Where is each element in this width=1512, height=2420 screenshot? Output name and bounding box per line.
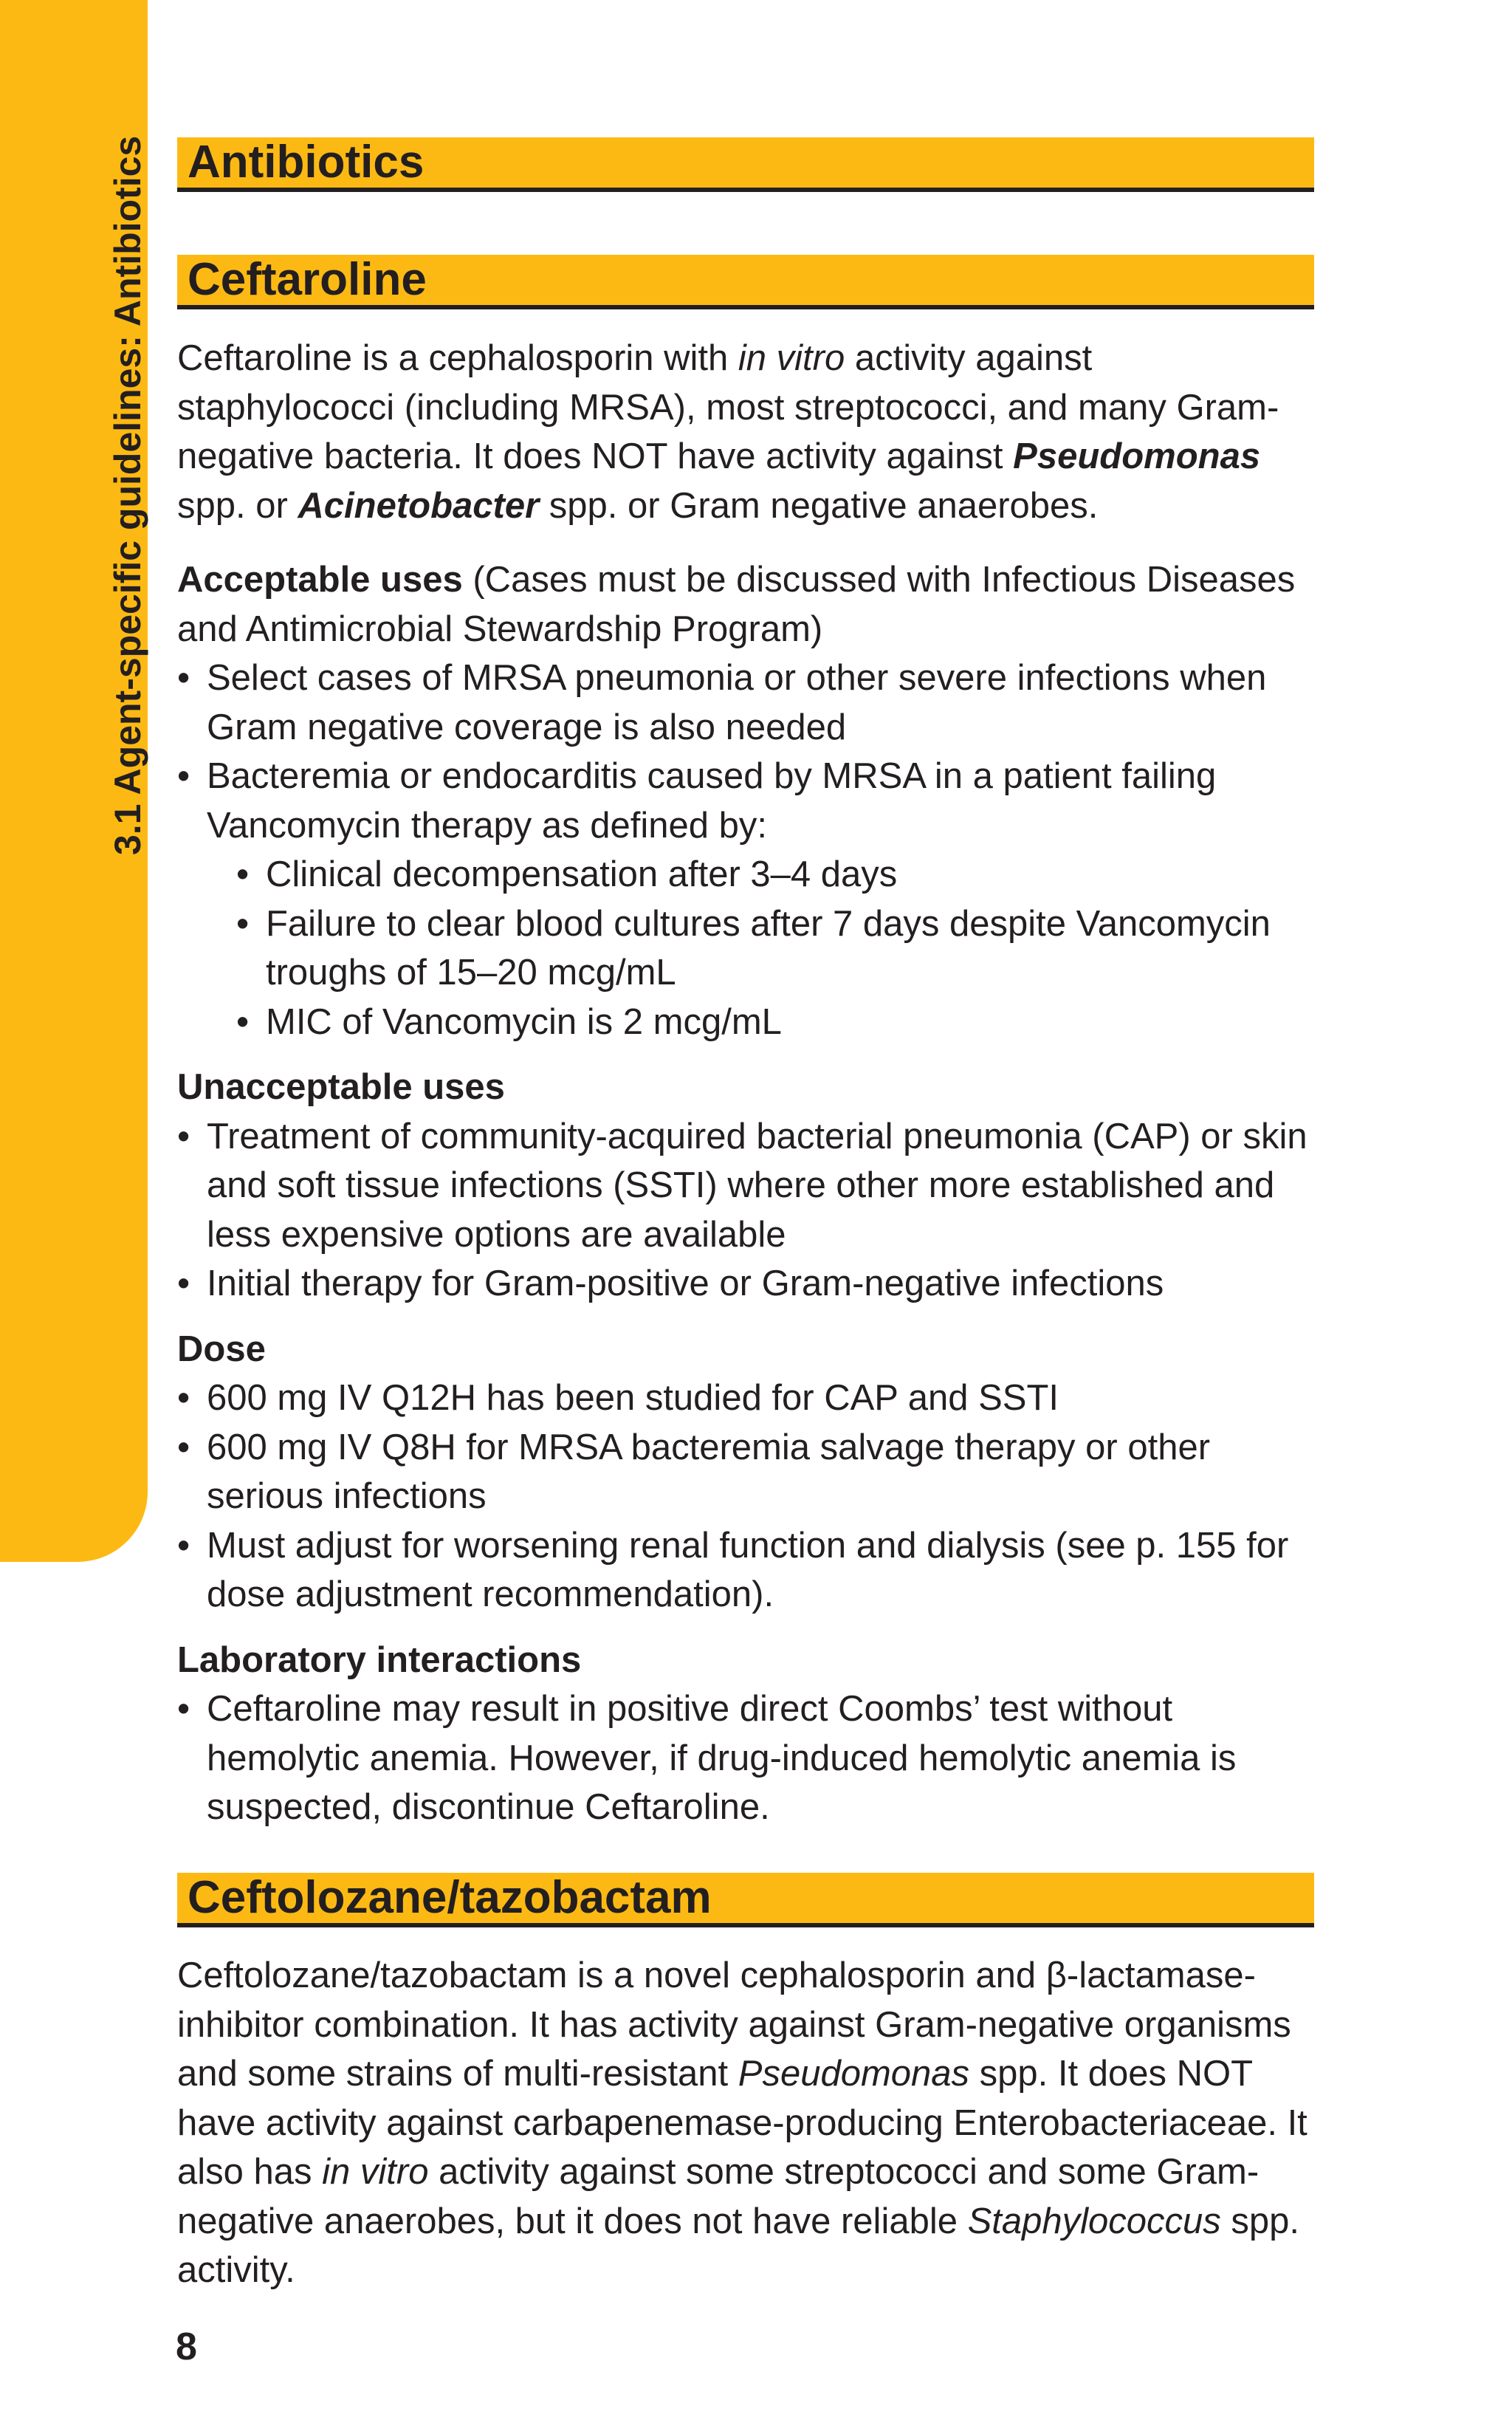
section-title-banner — [177, 137, 1314, 192]
lab-interactions-list — [177, 1684, 1318, 1832]
dose-heading: Dose — [177, 1329, 266, 1369]
ceftolozane-section — [177, 1951, 1318, 2295]
list-item: • Select cases of MRSA pneumonia or other severe infections when Gram negative coverage is also needed — [177, 654, 1318, 752]
list-item: • 600 mg IV Q8H for MRSA bacteremia salvage therapy or other serious infections — [177, 1423, 1318, 1521]
lab-interactions-heading: Laboratory interactions — [177, 1639, 582, 1680]
side-tab-label: 3.1 Agent-specific guidelines: Antibiotics — [107, 135, 148, 855]
list-item: • MIC of Vancomycin is 2 mcg/mL — [236, 998, 1318, 1047]
ceftolozane-title: Ceftolozane/tazobactam — [188, 1872, 712, 1923]
list-item: • Failure to clear blood cultures after 7 days despite Vancomycin troughs of 15–20 mcg/mL — [236, 899, 1318, 998]
list-item: • Clinical decompensation after 3–4 days — [236, 850, 1318, 899]
vancomycin-failure-criteria — [236, 850, 1318, 1046]
list-item: • 600 mg IV Q12H has been studied for CAP and SSTI — [177, 1374, 1318, 1423]
dose-list — [177, 1374, 1318, 1619]
section-title: Antibiotics — [188, 137, 425, 188]
list-item: • Must adjust for worsening renal function and dialysis (see p. 155 for dose adjustment recommendation). — [177, 1521, 1318, 1619]
ceftaroline-intro: Ceftaroline is a cephalosporin with in vitro activity against staphylococci (including MRSA), most streptococci, and many Gram-negative bacteria. It does NOT have activity against Pseudomonas spp. or Acinetobacter spp. or Gram negative anaerobes. — [177, 338, 1279, 526]
unacceptable-uses-heading: Unacceptable uses — [177, 1067, 505, 1107]
acceptable-uses-list — [177, 654, 1318, 1046]
list-item: • Initial therapy for Gram-positive or Gram-negative infections — [177, 1259, 1318, 1309]
unacceptable-uses-list — [177, 1112, 1318, 1309]
acceptable-uses-intro: Acceptable uses (Cases must be discussed with Infectious Diseases and Antimicrobial Stewardship Program) — [177, 560, 1296, 649]
ceftaroline-title-banner — [177, 255, 1314, 309]
ceftolozane-title-banner — [177, 1873, 1314, 1927]
list-item: • Treatment of community-acquired bacterial pneumonia (CAP) or skin and soft tissue infections (SSTI) where other more established and less expensive options are available — [177, 1112, 1318, 1260]
page-number: 8 — [176, 2325, 197, 2368]
ceftaroline-title: Ceftaroline — [188, 254, 427, 305]
list-item: • Ceftaroline may result in positive direct Coombs’ test without hemolytic anemia. However, if drug-induced hemolytic anemia is suspected, discontinue Ceftaroline. — [177, 1684, 1318, 1832]
list-item: • Bacteremia or endocarditis caused by MRSA in a patient failing Vancomycin therapy as defined by: • Clinical decompensation after 3–4 days • Failure to clear blood cultures after 7 days despite Vancomycin troughs of 15–20 mcg/mL • MIC of Vancomycin is 2 mcg/mL — [177, 752, 1318, 1046]
ceftolozane-description: Ceftolozane/tazobactam is a novel cephalosporin and β-lactamase-inhibitor combination. It has activity against Gram-negative organisms and some strains of multi-resistant Pseudomonas spp. It does NOT have activity against carbapenemase-producing Enterobacteriaceae. It also has in vitro activity against some streptococci and some Gram-negative anaerobes, but it does not have reliable Staphylococcus spp. activity. — [177, 1955, 1307, 2290]
ceftaroline-section — [177, 334, 1318, 1832]
acceptable-uses-heading: Acceptable uses — [177, 560, 463, 600]
